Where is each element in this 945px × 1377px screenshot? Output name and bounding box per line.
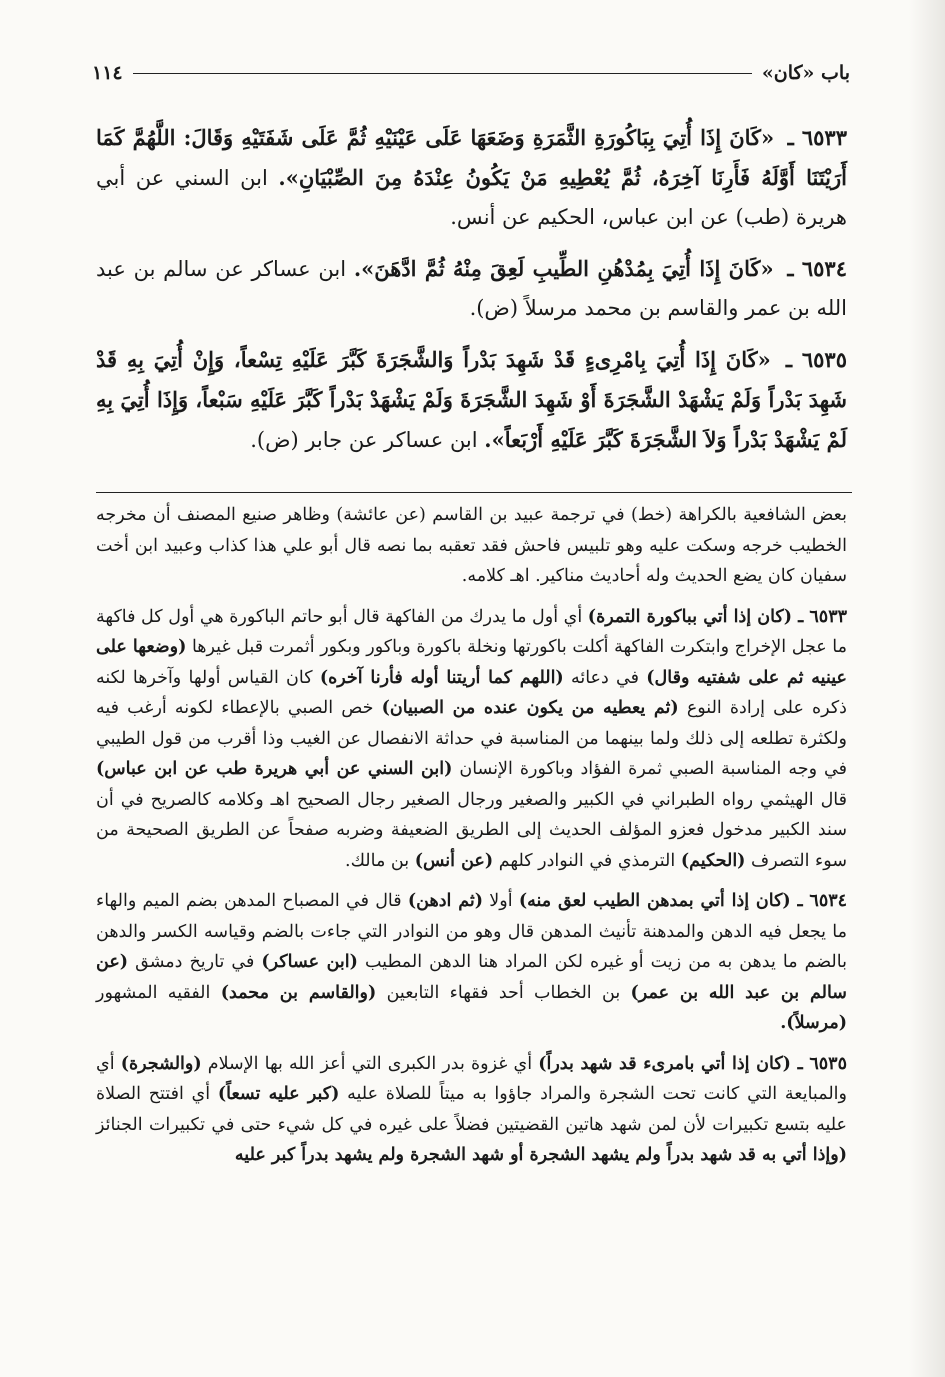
commentary-quote: (كبر عليه تسعاً) <box>217 1084 340 1104</box>
hadith-text: «كَانَ إِذَا أُتِيَ بِبَاكُورَةِ الثَّمَرَةِ وَضَعَهَا عَلَى عَيْنَيْهِ ثُمَّ عَلَى شَفَتَيْهِ وَقَالَ: اللَّهُمَّ كَمَا أَرَيْتَنَا أَوَّلَهُ فَأَرِنَا آخِرَهُ، ثُمَّ يُعْطِيهِ مَنْ يَكُونُ عِنْدَهُ مِنَ الصِّبْيَانِ». <box>96 125 847 190</box>
commentary-text: في دعائه <box>570 667 639 688</box>
commentary-continuation: بعض الشافعية بالكراهة (خط) في ترجمة عبيد بن القاسم (عن عائشة) وظاهر صنيع المصنف أن مخرجه الخطيب خرجه وسكت عليه وهو تلبيس فاحش فقد تعقبه بما نصه قال أبو علي هذا كذاب وعبيد ابن أخت سفيان كان يضع الحديث وله أحاديث مناكير. اهـ كلامه. <box>96 505 847 586</box>
hadith-source: ابن عساكر عن سالم بن عبد الله بن عمر والقاسم بن محمد مرسلاً (ض). <box>96 257 847 320</box>
commentary-text: بن مالك. <box>345 850 410 871</box>
commentary-text: الفقيه المشهور <box>96 982 211 1003</box>
commentary-lead: ٦٥٣٤ ـ (كان إذا أتي بمدهن الطيب لعق منه) <box>518 891 848 911</box>
commentary-text: أي افتتح الصلاة عليه بتسع تكبيرات لأن لمن شهد هاتين القضيتين فضلاً على غيره في كل شيء حتى في تكبيرات الجنائز <box>96 1084 847 1135</box>
commentary-text: كان القياس أولها وآخرها لكنه ذكره على إرادة النوع <box>96 667 847 718</box>
commentary-text: الترمذي في النوادر كلهم <box>498 850 676 871</box>
commentary-text: قال في المصباح المدهن بضم الميم والهاء ما يجعل فيه الدهن والمدهنة تأنيث المدهن قال وهو من النوادر التي جاءت بالضم وقياسه الكسر والدهن بالضم ما يدهن به من زيت أو غيره لكن المراد هنا الدهن المطيب <box>96 891 847 972</box>
commentary-quote: (والقاسم بن محمد) <box>220 982 377 1003</box>
commentary-quote: (ابن عساكر) <box>261 952 358 972</box>
hadith-entry <box>96 249 847 328</box>
commentary-quote: (ابن السني عن أبي هريرة طب عن ابن عباس) <box>96 759 453 779</box>
commentary-quote: (مرسلاً). <box>780 1013 847 1033</box>
commentary-quote: (الحكيم) <box>680 850 746 871</box>
hadith-number: ٦٥٣٤ ـ <box>787 256 847 281</box>
commentary-paragraph <box>96 886 847 1039</box>
commentary-quote: (ثم يعطيه من يكون عنده من الصبيان) <box>381 698 679 718</box>
commentary-quote: (عن سالم بن عبد الله بن عمر) <box>96 952 847 1003</box>
commentary-text: أولا <box>489 891 513 911</box>
commentary-divider <box>96 492 852 493</box>
hadith-source: ابن عساكر عن جابر (ض). <box>250 428 478 452</box>
commentary-lead: ٦٥٣٣ ـ (كان إذا أتي بباكورة التمرة) <box>587 606 848 627</box>
commentary-paragraph <box>96 602 847 877</box>
hadith-entry <box>96 118 847 237</box>
chapter-title: باب «كان» <box>761 62 850 84</box>
commentary-quote: (عن أنس) <box>414 850 494 871</box>
commentary-quote: (اللهم كما أريتنا أوله فأرنا آخره) <box>319 667 564 688</box>
commentary-text: بن الخطاب أحد فقهاء التابعين <box>386 982 621 1003</box>
page-number: ١١٤ <box>92 62 123 84</box>
commentary-text: في تاريخ دمشق <box>135 952 255 972</box>
hadith-text: «كَانَ إِذَا أُتِيَ بِامْرِىءٍ قَدْ شَهِدَ بَدْراً وَالشَّجَرَةَ كَبَّرَ عَلَيْهِ تِسْعاً، وَإِنْ أُتِيَ بِهِ قَدْ شَهِدَ بَدْراً وَلَمْ يَشْهَدْ الشَّجَرَةَ أَوْ شَهِدَ الشَّجَرَةَ وَلَمْ يَشْهَدْ بَدْراً كَبَّرَ عَلَيْهِ سَبْعاً، وَإِذَا أُتِيَ بِهِ لَمْ يَشْهَدْ بَدْراً وَلاَ الشَّجَرَةَ كَبَّرَ عَلَيْهِ أَرْبَعاً». <box>96 347 847 452</box>
commentary-paragraph <box>96 1049 847 1171</box>
commentary-text: أي أول ما يدرك من الفاكهة قال أبو حاتم الباكورة هي أول كل فاكهة ما عجل الإخراج وابتكرت الفاكهة أكلت باكورتها ونخلة باكورة وباكور وبكور أثمرت قبل غيرها <box>96 606 847 657</box>
hadith-text-section <box>96 118 847 472</box>
commentary-text: أي والمبايعة التي كانت تحت الشجرة والمراد جاؤوا به ميتاً للصلاة عليه <box>96 1053 847 1104</box>
commentary-quote: (وضعها على عينيه ثم على شفتيه وقال) <box>96 637 847 688</box>
hadith-entry <box>96 340 847 460</box>
header-rule <box>133 73 752 74</box>
commentary-quote: (ثم ادهن) <box>407 891 483 911</box>
commentary-text: خص الصبي بالإعطاء لكونه أرغب فيه ولكثرة تطلعه إلى ذلك ولما بينهما من المناسبة في حداثة الانفصال عن الغيب وذا أقرب من قول الطيبي في وجه المناسبة الصبي ثمرة الفؤاد وباكورة الإنسان <box>96 698 847 779</box>
commentary-quote: (والشجرة) <box>120 1053 202 1074</box>
commentary-quote: (وإذا أتي به قد شهد بدراً ولم يشهد الشجرة أو شهد الشجرة ولم يشهد بدراً كبر عليه <box>234 1145 847 1165</box>
commentary-text: قال الهيثمي رواه الطبراني في الكبير والصغير ورجال الصغير رجال الصحيح اهـ وكلامه كالصريح في أن سند الكبير مدخول فعزو المؤلف الحديث إلى الطريق الضعيفة وضربه صفحاً عن الطريق الصحيحة من سوء التصرف <box>96 789 847 871</box>
hadith-source: ابن السني عن أبي هريرة (طب) عن ابن عباس، الحكيم عن أنس. <box>96 166 847 229</box>
commentary-text: أي غزوة بدر الكبرى التي أعز الله بها الإسلام <box>207 1053 533 1074</box>
commentary-lead: ٦٥٣٥ ـ (كان إذا أتي بامرىء قد شهد بدراً) <box>538 1053 847 1074</box>
hadith-text: «كَانَ إِذَا أُتِيَ بِمُدْهُنِ الطِّيبِ لَعِقَ مِنْهُ ثُمَّ ادَّهَنَ». <box>353 256 774 281</box>
commentary-section <box>96 500 847 1181</box>
hadith-number: ٦٥٣٥ ـ <box>785 347 847 372</box>
scan-edge <box>909 0 945 1377</box>
hadith-number: ٦٥٣٣ ـ <box>787 125 847 150</box>
page-header <box>92 60 850 86</box>
